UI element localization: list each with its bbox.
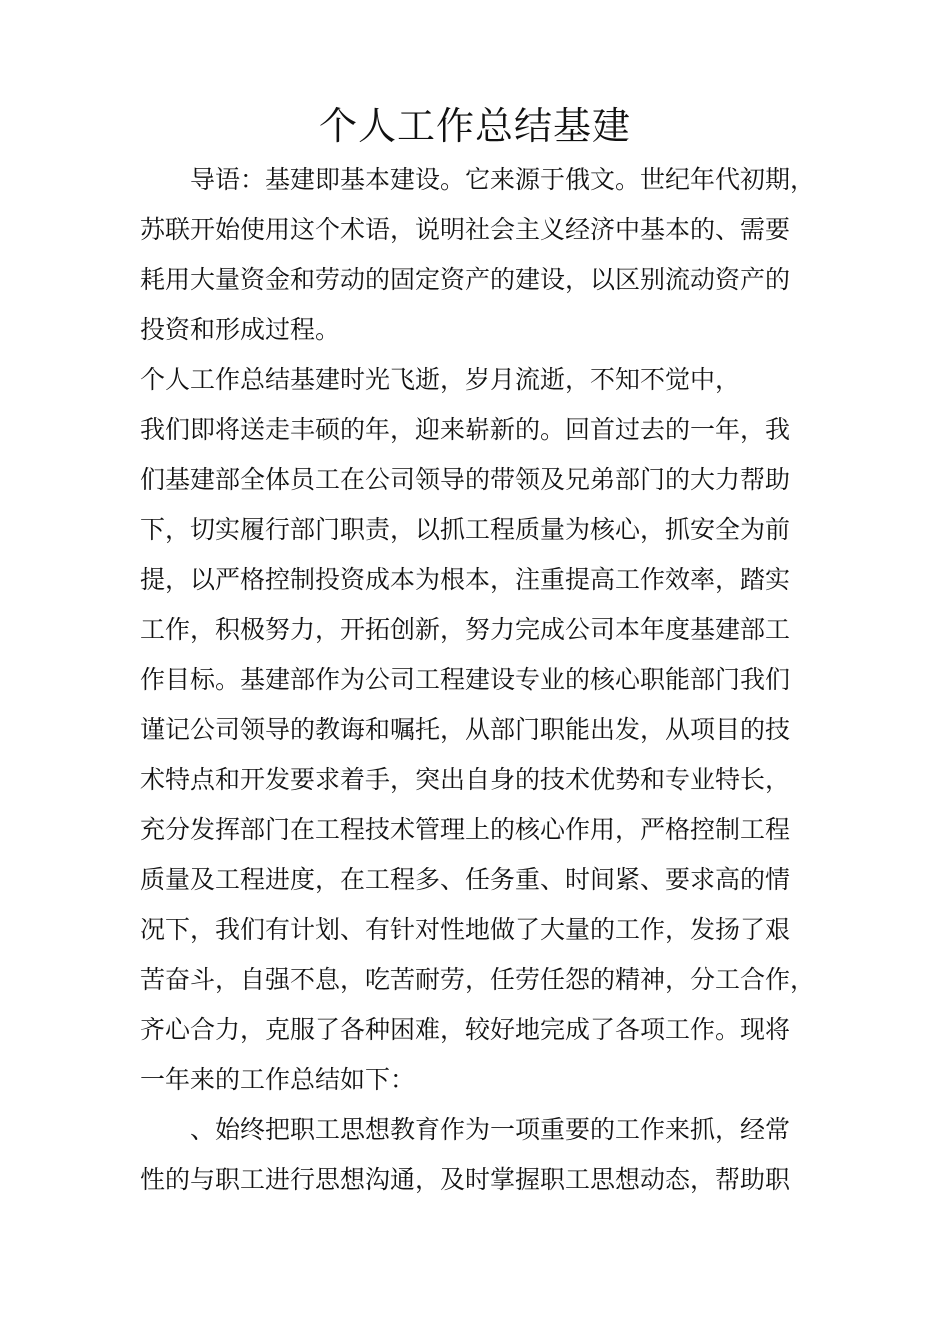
body-line: 工作，积极努力，开拓创新，努力完成公司本年度基建部工 (140, 615, 791, 644)
body-line: 质量及工程进度，在工程多、任务重、时间紧、要求高的情 (140, 865, 791, 894)
body-line: 个人工作总结基建时光飞逝，岁月流逝，不知不觉中， (140, 365, 741, 394)
body-line: 术特点和开发要求着手，突出自身的技术优势和专业特长， (140, 765, 791, 794)
body-line: 耗用大量资金和劳动的固定资产的建设，以区别流动资产的 (140, 265, 791, 294)
body-line: 苦奋斗，自强不息，吃苦耐劳，任劳任怨的精神，分工合作， (140, 965, 816, 994)
body-line: 齐心合力，克服了各种困难，较好地完成了各项工作。现将 (140, 1015, 791, 1044)
body-line: 们基建部全体员工在公司领导的带领及兄弟部门的大力帮助 (140, 465, 791, 494)
body-line: 苏联开始使用这个术语，说明社会主义经济中基本的、需要 (140, 215, 791, 244)
body-line: 、始终把职工思想教育作为一项重要的工作来抓，经常 (140, 1115, 791, 1144)
body-line: 提，以严格控制投资成本为根本，注重提高工作效率，踏实 (140, 565, 791, 594)
body-line: 性的与职工进行思想沟通，及时掌握职工思想动态，帮助职 (140, 1165, 791, 1194)
body-line: 作目标。基建部作为公司工程建设专业的核心职能部门我们 (140, 665, 791, 694)
body-line: 况下，我们有计划、有针对性地做了大量的工作，发扬了艰 (140, 915, 791, 944)
body-line: 导语：基建即基本建设。它来源于俄文。世纪年代初期， (140, 165, 816, 194)
body-line: 充分发挥部门在工程技术管理上的核心作用，严格控制工程 (140, 815, 791, 844)
body-line: 下，切实履行部门职责，以抓工程质量为核心，抓安全为前 (140, 515, 791, 544)
body-line: 投资和形成过程。 (140, 315, 341, 344)
body-line: 我们即将送走丰硕的年，迎来崭新的。回首过去的一年，我 (140, 415, 791, 444)
document-title: 个人工作总结基建 (318, 104, 631, 148)
body-line: 一年来的工作总结如下： (140, 1065, 416, 1094)
body-line: 谨记公司领导的教诲和嘱托，从部门职能出发，从项目的技 (140, 715, 791, 744)
